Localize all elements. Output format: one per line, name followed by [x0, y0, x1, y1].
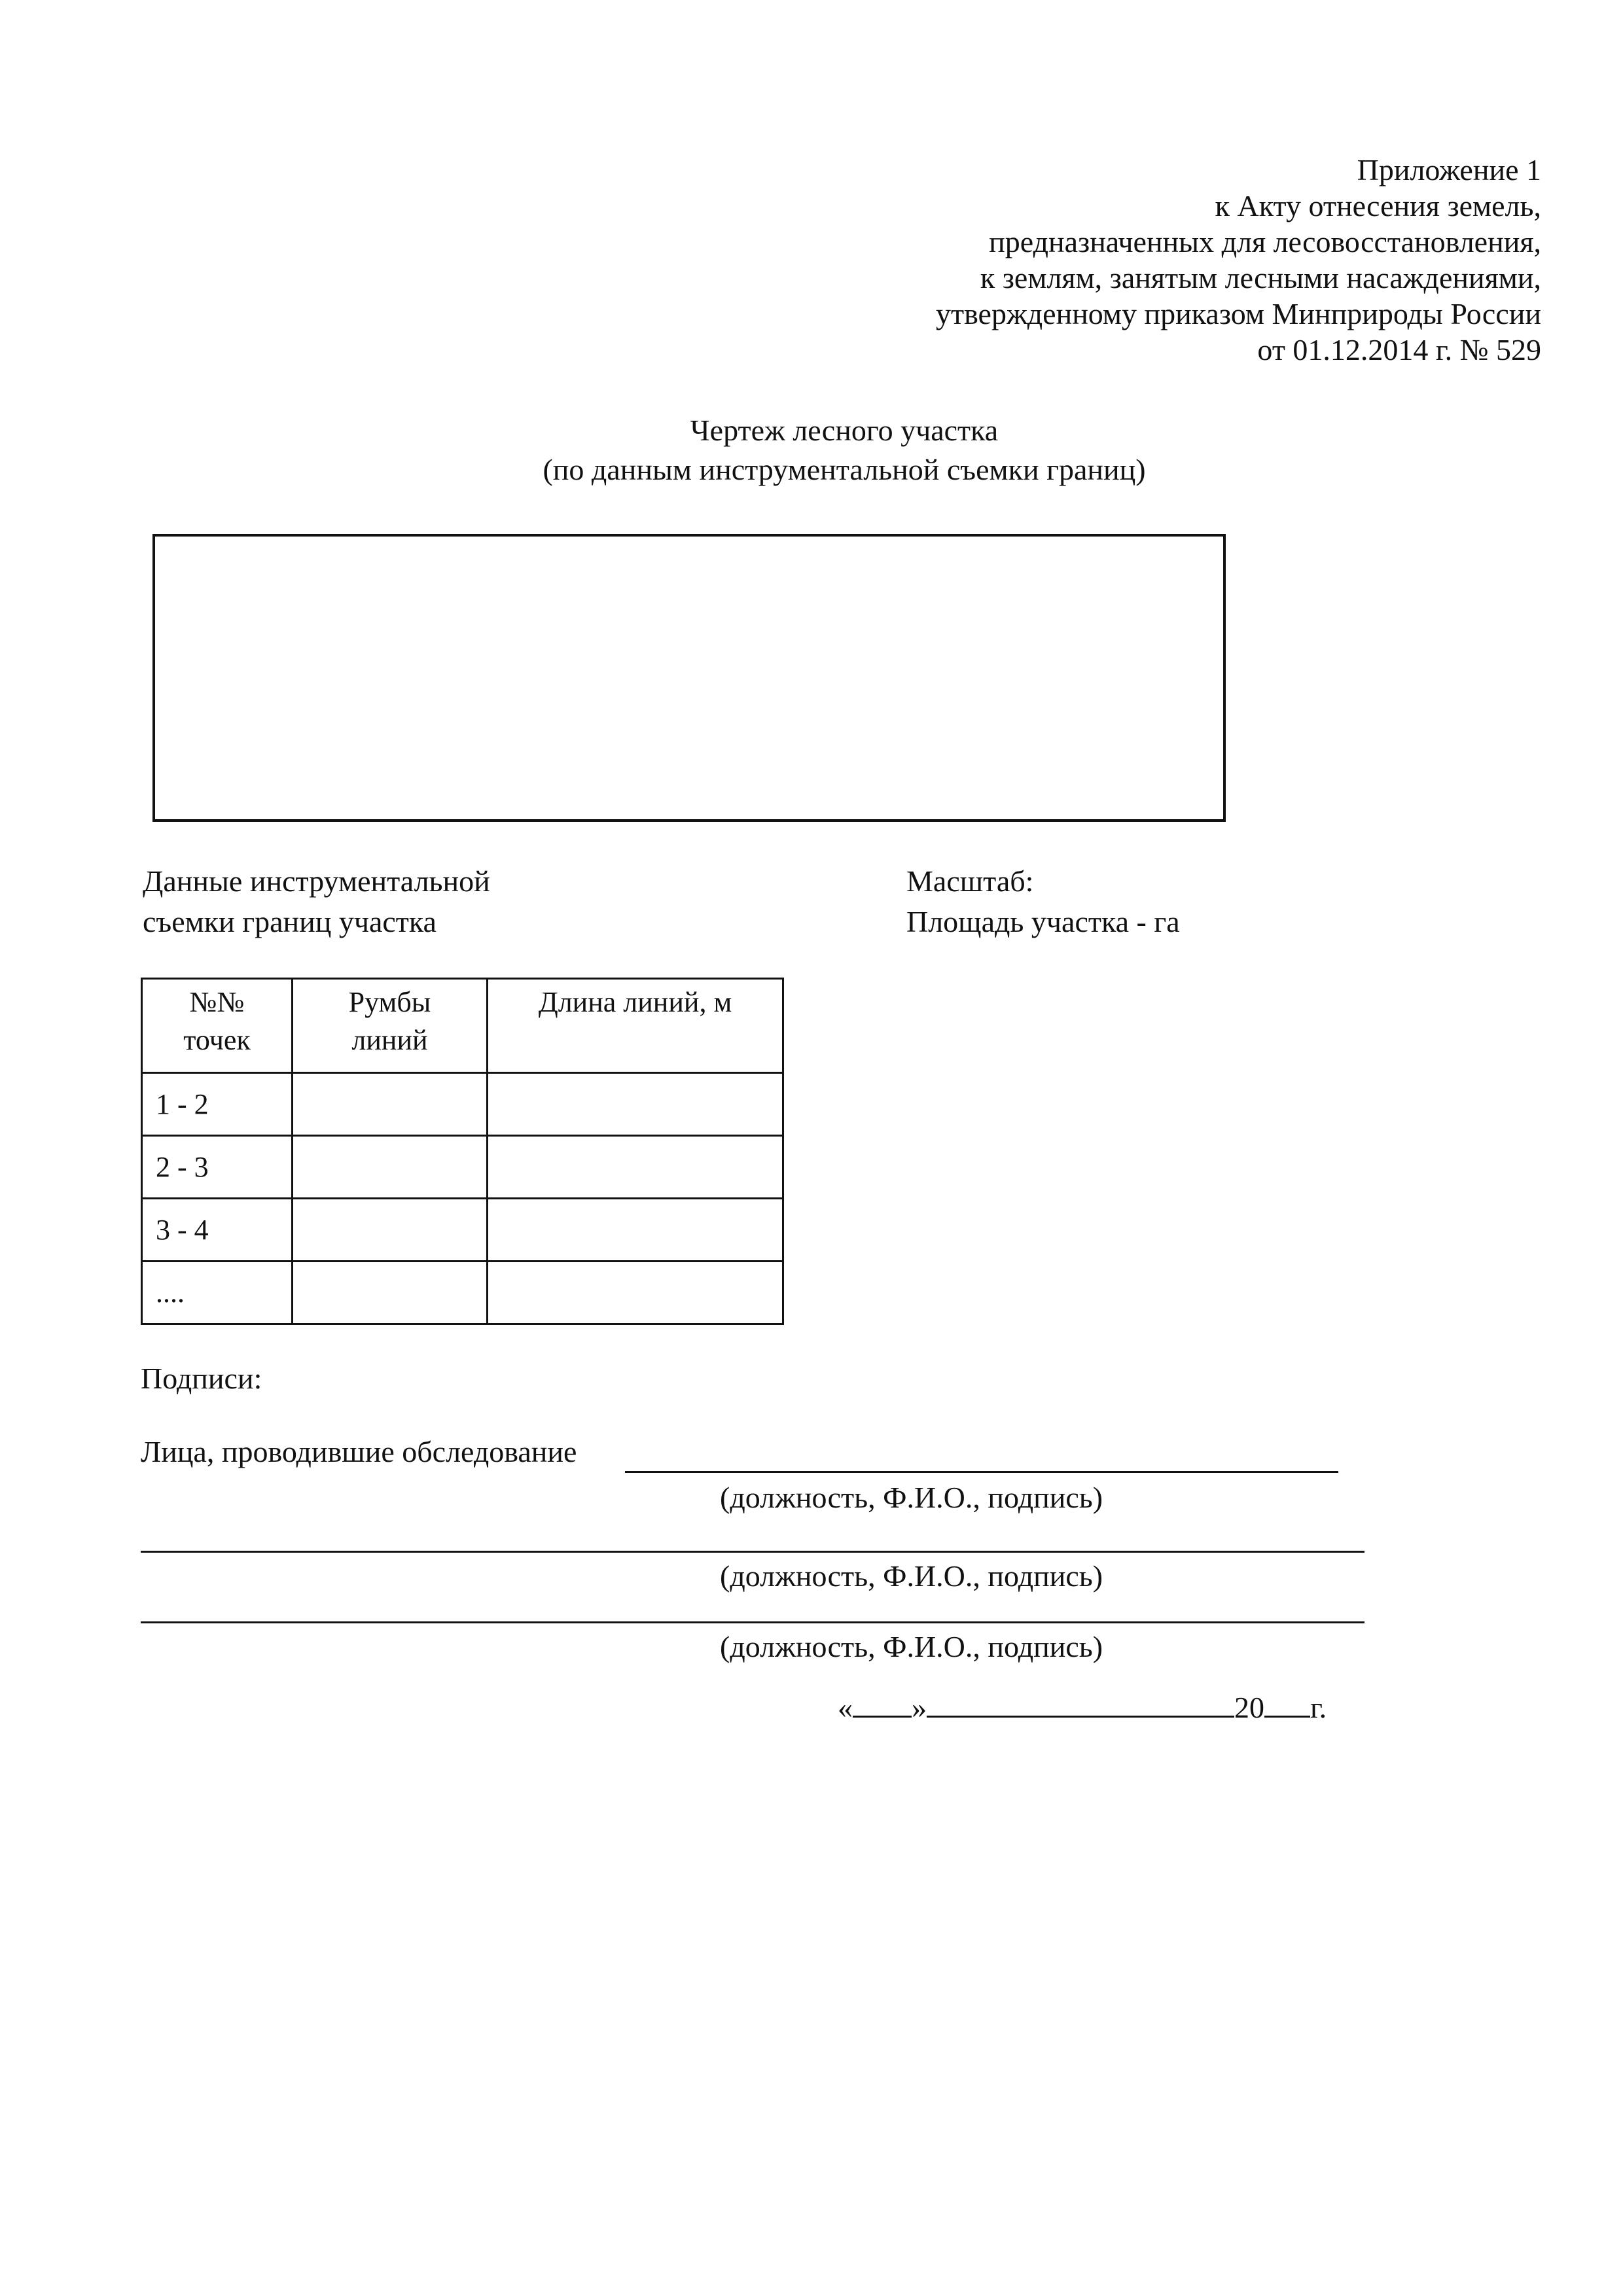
cell-points: 2 - 3	[142, 1136, 293, 1199]
cell-length	[488, 1199, 783, 1262]
area-label: Площадь участка - га	[906, 905, 1180, 938]
signature-caption-1: (должность, Ф.И.О., подпись)	[720, 1481, 1103, 1514]
scale-block	[906, 861, 1180, 942]
date-month-blank	[927, 1689, 1234, 1718]
document-title	[0, 411, 1623, 489]
cell-bearing	[293, 1262, 488, 1324]
plot-drawing-frame	[152, 534, 1226, 822]
signature-caption-2: (должность, Ф.И.О., подпись)	[720, 1559, 1103, 1593]
signatures-title: Подписи:	[141, 1362, 262, 1395]
persons-label: Лица, проводившие обследование	[141, 1435, 577, 1468]
header-line: утвержденному приказом Минприроды России	[936, 297, 1541, 330]
signature-line-3	[141, 1621, 1364, 1623]
cell-length	[488, 1073, 783, 1136]
header-bearings	[293, 979, 488, 1073]
title-line-2: (по данным инструментальной съемки границ)	[543, 453, 1146, 486]
signature-line-2	[141, 1551, 1364, 1553]
table-row	[142, 1136, 783, 1199]
title-line-1: Чертеж лесного участка	[690, 414, 999, 447]
header-line: предназначенных для лесовосстановления,	[989, 225, 1541, 258]
appendix-header	[625, 152, 1541, 368]
cell-points: ....	[142, 1262, 293, 1324]
signature-caption-3: (должность, Ф.И.О., подпись)	[720, 1630, 1103, 1663]
header-length	[488, 979, 783, 1073]
survey-label-line-1: Данные инструментальной	[143, 864, 490, 898]
header-line: к Акту отнесения земель,	[1215, 189, 1541, 222]
cell-length	[488, 1262, 783, 1324]
header-bearings-line-2: линий	[351, 1024, 428, 1056]
header-points-line-2: точек	[183, 1024, 251, 1056]
table-row	[142, 1262, 783, 1324]
cell-bearing	[293, 1073, 488, 1136]
header-points-line-1: №№	[189, 986, 245, 1018]
table-header-row	[142, 979, 783, 1073]
date-century: 20	[1234, 1691, 1264, 1724]
cell-bearing	[293, 1136, 488, 1199]
date-day-blank	[853, 1689, 912, 1718]
header-line: Приложение 1	[1357, 153, 1541, 186]
date-close-quote: »	[912, 1691, 927, 1724]
header-line: от 01.12.2014 г. № 529	[1257, 333, 1541, 366]
survey-data-label	[143, 861, 490, 942]
survey-label-line-2: съемки границ участка	[143, 905, 437, 938]
signature-line-1	[625, 1471, 1338, 1473]
date-open-quote: «	[838, 1691, 853, 1724]
cell-bearing	[293, 1199, 488, 1262]
date-year-blank	[1264, 1689, 1310, 1718]
cell-points: 3 - 4	[142, 1199, 293, 1262]
date-line	[838, 1689, 1327, 1725]
cell-length	[488, 1136, 783, 1199]
header-points	[142, 979, 293, 1073]
header-length-line-1: Длина линий, м	[538, 986, 732, 1018]
survey-table	[141, 978, 784, 1325]
header-bearings-line-1: Румбы	[348, 986, 431, 1018]
cell-points: 1 - 2	[142, 1073, 293, 1136]
date-year-suffix: г.	[1310, 1691, 1327, 1724]
table-row	[142, 1073, 783, 1136]
header-line: к землям, занятым лесными насаждениями,	[980, 261, 1541, 294]
table-row	[142, 1199, 783, 1262]
scale-label: Масштаб:	[906, 864, 1034, 898]
